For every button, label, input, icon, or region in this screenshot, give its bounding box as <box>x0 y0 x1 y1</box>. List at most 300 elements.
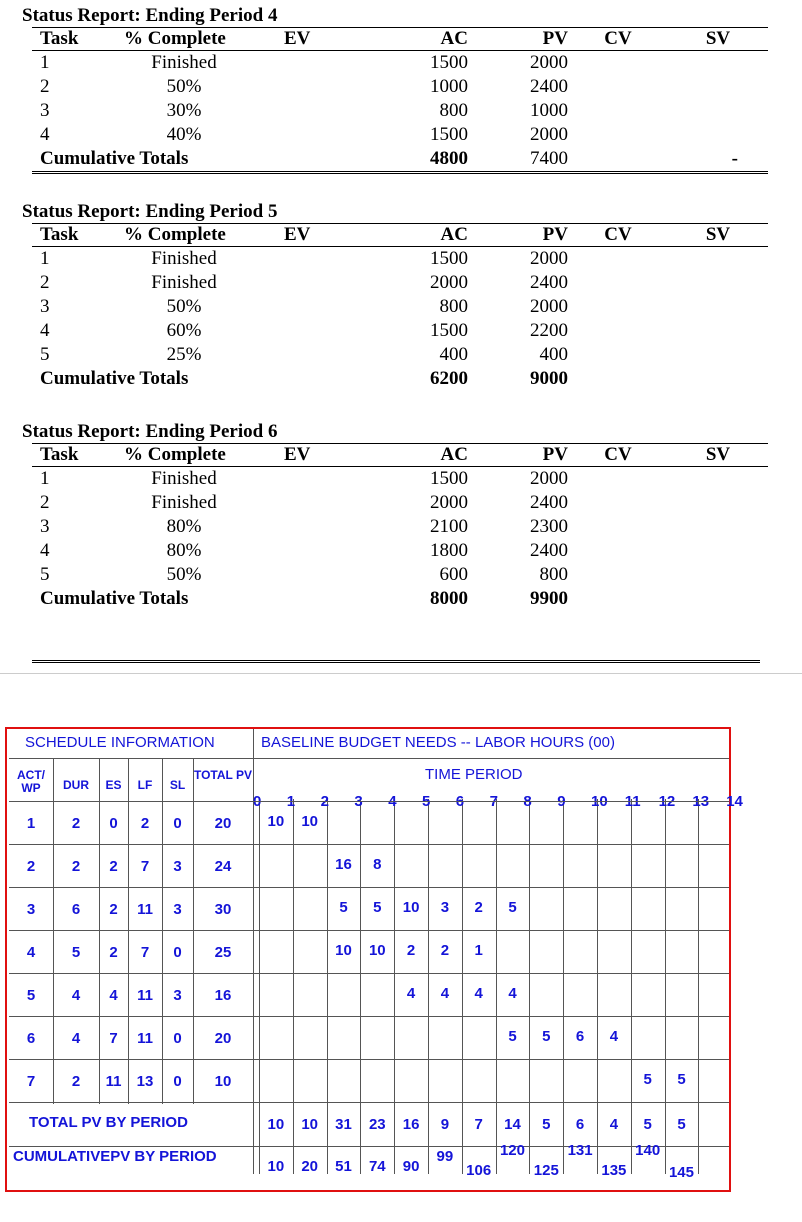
total-pv-cell: 10 <box>301 1116 319 1133</box>
totals-ac: 4800 <box>378 147 468 173</box>
column-header: SV <box>668 444 768 467</box>
table-row <box>32 563 768 587</box>
total-pv-cell: 16 <box>402 1116 420 1133</box>
table-cell: 800 <box>539 564 568 585</box>
total-pv-cell: 7 <box>474 1116 483 1133</box>
period-pv-cell: 5 <box>677 1071 686 1088</box>
period-tick: 2 <box>320 793 329 810</box>
period-tick: 4 <box>388 793 397 810</box>
col-label-activity: ACT/ WP <box>17 768 45 795</box>
table-cell <box>284 123 378 147</box>
table-cell <box>568 123 668 147</box>
table-cell: 2000 <box>530 296 568 317</box>
table-cell <box>668 343 768 367</box>
table-row <box>32 123 768 147</box>
activity-dur: 4 <box>71 1030 81 1047</box>
activity-sl: 3 <box>173 987 182 1004</box>
col-label-es: ES <box>105 778 122 792</box>
activity-dur: 2 <box>71 815 81 832</box>
row-divider <box>9 844 729 845</box>
col-divider <box>128 759 129 1104</box>
table-row <box>32 75 768 99</box>
table-cell <box>668 247 768 272</box>
period-pv-cell: 5 <box>339 899 348 916</box>
column-header: PV <box>468 224 568 247</box>
total-pv-cell: 23 <box>368 1116 386 1133</box>
table-cell: 25% <box>166 344 202 365</box>
period-pv-cell: 5 <box>643 1071 652 1088</box>
activity-es: 4 <box>109 987 118 1004</box>
total-pv-cell: 5 <box>677 1116 686 1133</box>
budget-needs-title: BASELINE BUDGET NEEDS -- LABOR HOURS (00) <box>261 734 615 751</box>
table-cell <box>568 563 668 587</box>
table-cell <box>284 343 378 367</box>
table-cell <box>284 51 378 76</box>
report-table <box>32 443 768 611</box>
table-cell <box>284 295 378 319</box>
col-divider <box>99 759 100 1104</box>
status-report-4 <box>22 5 760 174</box>
col-label-total: TOTAL PV <box>193 768 252 782</box>
table-cell: 1500 <box>430 248 468 269</box>
column-header: AC <box>378 224 468 247</box>
period-tick: 11 <box>624 793 641 810</box>
totals-pv: 9000 <box>530 368 568 389</box>
table-cell <box>568 343 668 367</box>
table-row <box>32 539 768 563</box>
column-header: AC <box>378 28 468 51</box>
activity-id: 1 <box>26 815 36 832</box>
table-cell <box>284 491 378 515</box>
period-pv-cell: 4 <box>609 1028 619 1045</box>
activity-lf: 2 <box>140 815 150 832</box>
activity-sl: 0 <box>173 1073 182 1090</box>
table-cell: 2400 <box>530 492 568 513</box>
period-pv-cell: 5 <box>373 899 382 916</box>
column-header: Task <box>32 444 124 467</box>
table-cell: 600 <box>439 564 468 585</box>
period-divider <box>698 799 699 1174</box>
row-divider <box>9 801 729 802</box>
table-cell <box>668 539 768 563</box>
table-cell: 2 <box>40 76 50 97</box>
table-cell: 3 <box>40 296 50 317</box>
table-cell <box>668 563 768 587</box>
table-cell <box>668 51 768 76</box>
cumulative-pv-cell: 135 <box>601 1162 627 1179</box>
period-tick: 8 <box>523 793 532 810</box>
table-cell <box>568 319 668 343</box>
totals-label: Cumulative Totals <box>32 147 284 173</box>
table-cell: 2300 <box>530 516 568 537</box>
table-row <box>32 319 768 343</box>
table-row <box>32 343 768 367</box>
activity-sl: 0 <box>173 944 182 961</box>
cumulative-pv-cell: 131 <box>567 1142 593 1159</box>
period-tick: 1 <box>286 793 296 810</box>
table-cell <box>284 75 378 99</box>
table-cell: 5 <box>40 344 50 365</box>
period-pv-cell: 16 <box>335 856 352 873</box>
table-cell: 3 <box>40 100 50 121</box>
period-pv-cell: 5 <box>508 899 517 916</box>
table-cell <box>568 75 668 99</box>
row-divider <box>9 973 729 974</box>
cumulative-pv-label: CUMULATIVEPV BY PERIOD <box>13 1148 217 1165</box>
table-row <box>32 271 768 295</box>
table-cell: Finished <box>151 52 217 73</box>
activity-sl: 0 <box>173 815 182 832</box>
column-header: EV <box>284 444 378 467</box>
period-tick: 10 <box>591 793 608 810</box>
activity-total: 20 <box>214 1030 232 1047</box>
table-cell: 2200 <box>530 320 568 341</box>
period-pv-cell: 6 <box>575 1028 585 1045</box>
table-cell: 400 <box>439 344 468 365</box>
totals-label: Cumulative Totals <box>40 588 189 609</box>
column-header: % Complete <box>124 28 284 51</box>
totals-pv: 9900 <box>530 588 568 609</box>
period-tick: 7 <box>489 793 498 810</box>
period-pv-cell: 8 <box>373 856 382 873</box>
cumulative-pv-cell: 90 <box>402 1158 420 1175</box>
schedule-info-title: SCHEDULE INFORMATION <box>25 734 215 751</box>
header-divider <box>9 758 729 759</box>
activity-sl: 0 <box>173 1030 182 1047</box>
table-cell <box>668 467 768 492</box>
period-tick: 13 <box>692 793 710 810</box>
period-tick: 5 <box>422 793 431 810</box>
table-row <box>32 51 768 76</box>
total-pv-cell: 4 <box>609 1116 619 1133</box>
table-cell <box>668 271 768 295</box>
status-report-5 <box>22 201 760 391</box>
activity-lf: 11 <box>137 987 153 1004</box>
activity-lf: 7 <box>140 944 150 961</box>
totals-row <box>32 587 768 611</box>
table-cell: 50% <box>166 76 202 97</box>
total-pv-cell: 31 <box>335 1116 352 1133</box>
report-title: Status Report: Ending Period 4 <box>22 5 278 26</box>
column-header: EV <box>284 224 378 247</box>
totals-row <box>32 367 768 391</box>
activity-id: 5 <box>26 987 36 1004</box>
activity-id: 3 <box>26 901 36 918</box>
totals-ev <box>284 587 378 611</box>
table-cell: 4 <box>40 124 50 145</box>
period-tick: 3 <box>354 793 363 810</box>
activity-total: 10 <box>214 1073 232 1090</box>
table-cell <box>568 515 668 539</box>
page-separator <box>0 673 802 674</box>
table-cell <box>568 271 668 295</box>
total-pv-cell: 6 <box>575 1116 585 1133</box>
table-cell: 800 <box>439 296 468 317</box>
cumulative-pv-cell: 106 <box>466 1162 492 1179</box>
cumulative-pv-cell: 10 <box>267 1158 285 1175</box>
column-header: PV <box>468 444 568 467</box>
totals-ev <box>284 147 378 173</box>
table-cell: 50% <box>166 564 202 585</box>
table-cell: 60% <box>166 320 202 341</box>
total-pv-cell: 5 <box>542 1116 551 1133</box>
activity-dur: 2 <box>71 1073 81 1090</box>
activity-lf: 13 <box>136 1073 154 1090</box>
table-cell <box>568 99 668 123</box>
col-divider <box>193 759 194 1104</box>
period-pv-cell: 5 <box>508 1028 517 1045</box>
report-title: Status Report: Ending Period 5 <box>22 201 278 222</box>
table-cell <box>284 515 378 539</box>
period-tick: 14 <box>726 793 743 810</box>
table-cell: 2000 <box>530 468 568 489</box>
table-cell <box>284 539 378 563</box>
report-title: Status Report: Ending Period 6 <box>22 421 278 442</box>
table-cell: 3 <box>40 516 50 537</box>
period-pv-cell: 10 <box>402 899 420 916</box>
table-cell: 2000 <box>530 52 568 73</box>
col-divider <box>53 759 54 1104</box>
activity-total: 20 <box>214 815 232 832</box>
totals-pv: 7400 <box>468 147 568 173</box>
period-pv-cell: 2 <box>474 899 483 916</box>
activity-total: 16 <box>214 987 232 1004</box>
column-header: Task <box>32 224 124 247</box>
period-pv-cell: 1 <box>474 942 483 959</box>
totals-sv <box>668 587 768 611</box>
column-header: CV <box>568 444 668 467</box>
activity-lf: 11 <box>137 901 153 918</box>
table-cell: 5 <box>40 564 50 585</box>
table-cell: 2400 <box>530 540 568 561</box>
table-cell: 1500 <box>430 468 468 489</box>
table-row <box>32 491 768 515</box>
table-cell: 2000 <box>530 124 568 145</box>
activity-total: 30 <box>214 901 232 918</box>
table-cell: 1 <box>40 468 50 489</box>
period-pv-cell: 2 <box>406 942 416 959</box>
totals-ev <box>284 367 378 391</box>
total-pv-label: TOTAL PV BY PERIOD <box>29 1114 188 1131</box>
table-cell <box>284 247 378 272</box>
column-header: CV <box>568 28 668 51</box>
table-cell <box>668 75 768 99</box>
row-divider <box>9 1146 729 1147</box>
table-cell: 40% <box>166 124 202 145</box>
period-pv-cell: 10 <box>368 942 386 959</box>
activity-sl: 3 <box>173 858 182 875</box>
table-cell <box>668 123 768 147</box>
period-tick: 12 <box>658 793 676 810</box>
totals-row <box>32 147 768 173</box>
report-table <box>32 27 768 174</box>
totals-cv <box>568 587 668 611</box>
table-cell: 50% <box>166 296 202 317</box>
total-pv-cell: 5 <box>643 1116 652 1133</box>
activity-dur: 2 <box>71 858 81 875</box>
cumulative-pv-cell: 125 <box>533 1162 559 1179</box>
period-pv-cell: 10 <box>335 942 352 959</box>
total-pv-cell: 9 <box>440 1116 450 1133</box>
totals-cv <box>568 367 668 391</box>
col-label-lf: LF <box>137 778 153 792</box>
table-cell <box>668 319 768 343</box>
table-cell <box>668 491 768 515</box>
time-period-label: TIME PERIOD <box>425 766 523 783</box>
table-cell: 1 <box>40 52 50 73</box>
table-cell: 1000 <box>530 100 568 121</box>
status-report-6 <box>22 421 760 611</box>
activity-es: 0 <box>109 815 118 832</box>
totals-cv <box>568 147 668 173</box>
table-cell: Finished <box>151 272 217 293</box>
period-tick: 6 <box>455 793 465 810</box>
activity-total: 25 <box>214 944 232 961</box>
table-cell: 1500 <box>430 320 468 341</box>
bottom-rule <box>32 660 760 663</box>
activity-dur: 6 <box>71 901 81 918</box>
activity-id: 2 <box>26 858 36 875</box>
column-header: CV <box>568 224 668 247</box>
table-cell: 2 <box>40 492 50 513</box>
totals-ac: 8000 <box>430 588 468 609</box>
table-row <box>32 247 768 272</box>
table-row <box>32 515 768 539</box>
col-label-sl: SL <box>169 778 186 792</box>
table-cell: 1 <box>40 248 50 269</box>
column-header: % Complete <box>124 444 284 467</box>
table-cell: 4 <box>40 320 50 341</box>
activity-lf: 11 <box>137 1030 153 1047</box>
column-header: % Complete <box>124 224 284 247</box>
table-cell: 400 <box>539 344 568 365</box>
totals-ac: 6200 <box>430 368 468 389</box>
table-cell <box>284 467 378 492</box>
row-divider <box>9 1016 729 1017</box>
table-cell: 2000 <box>430 272 468 293</box>
activity-total: 24 <box>214 858 232 875</box>
cumulative-pv-cell: 51 <box>335 1158 352 1175</box>
period-pv-cell: 4 <box>440 985 450 1002</box>
row-divider <box>9 1059 729 1060</box>
activity-dur: 4 <box>71 987 81 1004</box>
activity-id: 6 <box>26 1030 36 1047</box>
table-cell: 1500 <box>430 124 468 145</box>
table-cell: 2400 <box>530 76 568 97</box>
period-pv-cell: 10 <box>267 813 285 830</box>
total-pv-cell: 14 <box>504 1116 521 1133</box>
column-header: PV <box>468 28 568 51</box>
column-header: EV <box>284 28 378 51</box>
col-divider <box>162 759 163 1104</box>
cumulative-pv-cell: 140 <box>635 1142 661 1159</box>
table-cell <box>284 271 378 295</box>
table-cell <box>668 295 768 319</box>
column-header: AC <box>378 444 468 467</box>
activity-es: 7 <box>109 1030 118 1047</box>
report-table <box>32 223 768 391</box>
column-header: SV <box>668 28 768 51</box>
period-pv-cell: 2 <box>440 942 450 959</box>
table-cell <box>568 467 668 492</box>
period-pv-cell: 4 <box>474 985 483 1002</box>
table-cell: 1000 <box>430 76 468 97</box>
row-divider <box>9 930 729 931</box>
table-cell: 1500 <box>430 52 468 73</box>
table-cell <box>568 491 668 515</box>
table-cell: Finished <box>151 468 217 489</box>
activity-es: 2 <box>109 901 118 918</box>
cumulative-pv-cell: 120 <box>499 1142 525 1159</box>
table-cell: 80% <box>166 516 202 537</box>
table-cell: 1800 <box>430 540 468 561</box>
period-pv-cell: 4 <box>508 985 517 1002</box>
table-cell: 2100 <box>430 516 468 537</box>
table-cell <box>568 539 668 563</box>
table-cell: Finished <box>151 492 217 513</box>
table-cell: 30% <box>166 100 202 121</box>
cumulative-pv-cell: 20 <box>301 1158 319 1175</box>
table-cell <box>284 563 378 587</box>
table-cell: 80% <box>166 540 202 561</box>
table-cell: 2 <box>40 272 50 293</box>
activity-id: 7 <box>26 1073 36 1090</box>
table-cell: 2000 <box>530 248 568 269</box>
table-row <box>32 295 768 319</box>
table-cell: 2400 <box>530 272 568 293</box>
activity-lf: 7 <box>140 858 150 875</box>
col-label-dur: DUR <box>63 778 89 792</box>
activity-sl: 3 <box>173 901 182 918</box>
activity-dur: 5 <box>71 944 81 961</box>
period-tick: 0 <box>253 793 262 810</box>
table-cell: Finished <box>151 248 217 269</box>
activity-id: 4 <box>26 944 36 961</box>
total-pv-cell: 10 <box>267 1116 285 1133</box>
table-cell <box>568 295 668 319</box>
activity-es: 11 <box>105 1073 122 1090</box>
period-pv-cell: 4 <box>406 985 416 1002</box>
schedule-table <box>5 727 743 1192</box>
table-cell <box>568 247 668 272</box>
period-pv-cell: 3 <box>440 899 450 916</box>
cumulative-pv-cell: 99 <box>436 1148 454 1165</box>
totals-sv: - <box>668 147 768 173</box>
row-divider <box>9 887 729 888</box>
column-header: Task <box>32 28 124 51</box>
cumulative-pv-cell: 145 <box>668 1164 694 1181</box>
period-pv-cell: 10 <box>301 813 319 830</box>
row-divider <box>9 1102 729 1103</box>
table-row <box>32 99 768 123</box>
activity-es: 2 <box>109 858 118 875</box>
table-cell: 2000 <box>430 492 468 513</box>
table-cell <box>668 515 768 539</box>
table-cell <box>284 319 378 343</box>
table-cell <box>668 99 768 123</box>
table-cell: 4 <box>40 540 50 561</box>
activity-es: 2 <box>109 944 118 961</box>
table-cell: 800 <box>439 100 468 121</box>
table-cell <box>284 99 378 123</box>
table-row <box>32 467 768 492</box>
period-pv-cell: 5 <box>542 1028 551 1045</box>
column-header: SV <box>668 224 768 247</box>
cumulative-pv-cell: 74 <box>368 1158 386 1175</box>
totals-sv <box>668 367 768 391</box>
table-cell <box>568 51 668 76</box>
totals-label: Cumulative Totals <box>40 368 189 389</box>
